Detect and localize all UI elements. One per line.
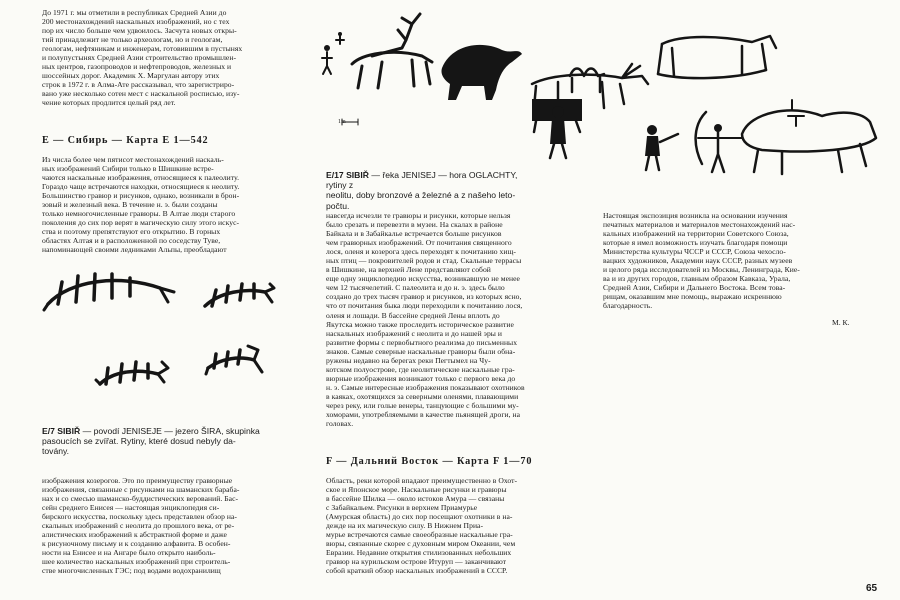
rock-art-human <box>322 32 344 74</box>
siberia-paragraph-col2: навсегда исчезли те гравюры и рисунки, которые нельзя было срезать и перевезти в музеи. На скалах в районе Байкала и в Забайкалье встречается больше рисунков чем гравюрных изображений. От почитания священного лося, оленя и козерога здесь переходят к почитанию хищ- ных птиц — покровителей родов и стад. Скальные террасы в Шишкине, на верхней Лене представляют собой еще одну энциклопедию искусства, возникавшую не менее чем 12 тысячелетий. С палеолита и до н. э. здесь было создано до трех тысяч гравюр и рисунков, из которых ясно, что от почитания быка люди переходили к почитанию лося, оленя и лошади. В бассейне средней Лены вплоть до Якутска можно также проследить историческое развитие наскальных изображений с неолита и до нашей эры и развитие формы с первобытного реализма до письменных знаков. Самые северные наскальные гравюры были обна- ружены недавно на берегах реки Пегтымел на Чу- котском полуострове, где неолитические наскальные гра- вюрные изображения возникают только с первого века до н. э. Самые интересные изображения показывают охотников в каяках, охотящихся за северными оленями, плавающими через реку, или голые венеры, танцующие с большими му- хоморами, употребляемыми в качестве пьянящей дроги, на головах. <box>326 211 525 429</box>
caption-text: — řeka JENISEJ — hora OGLACHTY, rytiny z neolitu, doby bronzové a železné a z našeho leto- počtu. <box>326 170 518 211</box>
far-east-paragraph: Область, реки которой впадают преимущественно в Охот- ское и Японское море. Наскальные рисунки и гравюры в бассейне Шилка — около истоков Амура — связаны с Забайкальем. Рисунки в верхнем Приамурье (Амурская область) до сих пор посещают охотники в на- дежде на их магическую силу. В Нижнем Приа- мурье встречаются самые своеобразные наскальные гра- вюры, связанные скорее с духовным миром Океании, чем Евразии. Недавние открытия стилизованных небольших гравюр на курильском острове Итуруп — заканчивают собой краткий обзор наскальных изображений в СССР. <box>326 476 518 576</box>
rock-art-animal <box>96 362 168 384</box>
scale-label: 1m <box>338 119 346 125</box>
rock-art-animal <box>44 274 174 310</box>
caption-text: — povodí JENISEJE — jezero ŠIRA, skupinka pasoucích se zvířat. Rytiny, které dosud nebyly da- továny. <box>42 426 260 457</box>
caption-label: E/7 SIBIŘ <box>42 426 81 436</box>
author-signature: М. К. <box>832 318 850 327</box>
rock-art-animal <box>206 346 262 374</box>
section-heading-far-east: F — Дальний Восток — Карта F 1—70 <box>326 456 533 467</box>
rock-art-deer <box>352 14 432 88</box>
acknowledgement-paragraph: Настоящая экспозиция возникла на основании изучения печатных материалов и материалов местонахождений нас- кальных изображений на территории Советского Союза, которые я имел возможность изучать благодаря помощи Министерства культуры ЧССР и СССР, Союза чехосло- вацких художников, Академии наук СССР, разных музеев и целого ряда исследователей из Москвы, Ленинграда, Кие- ва и из других городов, главным образом Кавказа, Урала, Средней Азии, Сибири и Дальнего Востока. Всем това- рищам, оказавшим мне помощь, выражаю искреннюю благодарность. <box>603 211 800 311</box>
rock-art-archer <box>696 112 742 172</box>
page-number: 65 <box>866 583 878 594</box>
intro-paragraph: До 1971 г. мы отметили в республиках Средней Азии до 200 местонахождений наскальных изображений, но с тех пор их число больше чем удвоилось. Засчута новых откры- тий принадлежит не только археологам, но и геологам, геологам, нефтяникам и инженерам, готовившим в пустынях и полупустынях Средней Азии строительство промышлен- ных центров, газопроводов и нефтепроводов, железных и шоссейных дорог. Академик Х. Маргулан автору этих строк в 1972 г. в Алма-Ате рассказывал, что зарегистриро- вано уже несколько сотен мест с наскальной росписью, изу- чение которых продлится целый ряд лет. <box>42 8 243 108</box>
figure-grazing-animals <box>40 262 280 412</box>
siberia-paragraph: Из числа более чем пятисот местонахождений наскаль- ных изображений Сибири только в Шишкине встре- чаются наскальные изображения, относящиеся к палеолиту. Гораздо чаще встречаются находки, относящиеся к неолиту. Большинство гравюр и рисунков, однако, возникали в брон- зовый и железный века. В течение н. э. были созданы только немногочисленные гравюры. В Алтае люди старого поколения до сих пор верят в магическую силу этого искус- ства и поэтому препятствуют его открытию. В горных областях Алтая и в расположенной по соседству Туве, напоминающей своими ледниками Альпы, преобладают <box>42 155 240 255</box>
rock-art-bull <box>658 36 776 78</box>
rock-art-bison <box>742 100 876 174</box>
figure-caption-e7 <box>42 426 300 457</box>
rock-art-camel <box>570 69 604 93</box>
section-heading-siberia: Е — Сибирь — Карта Е 1—542 <box>42 135 209 146</box>
rock-art-animal <box>205 284 274 306</box>
caption-label: E/17 SIBIŘ <box>326 170 369 180</box>
siberia-paragraph-continued: изображения козерогов. Это по преимуществу гравюрные изображения, связанные с рисунками на шаманских бараба- нах и со смесью шаманско-буддистических верований. Бас- сейн среднего Енисея — настоящая энциклопедия си- бирского искусства, поскольку здесь представлен обзор на- скальных изображений с неолита до прошлого века, от ре- алистических изображений к абстрактной форме и даже к рисуночному письму и к созданию алфавита. В особен- ности на Енисее и на Ангаре было открыто наиболь- шее количество наскальных изображений при строитель- стве многочисленных ГЭС; под водами водохранилищ <box>42 476 240 576</box>
rock-art-horse <box>441 45 522 100</box>
figure-caption-e17 <box>326 170 536 211</box>
